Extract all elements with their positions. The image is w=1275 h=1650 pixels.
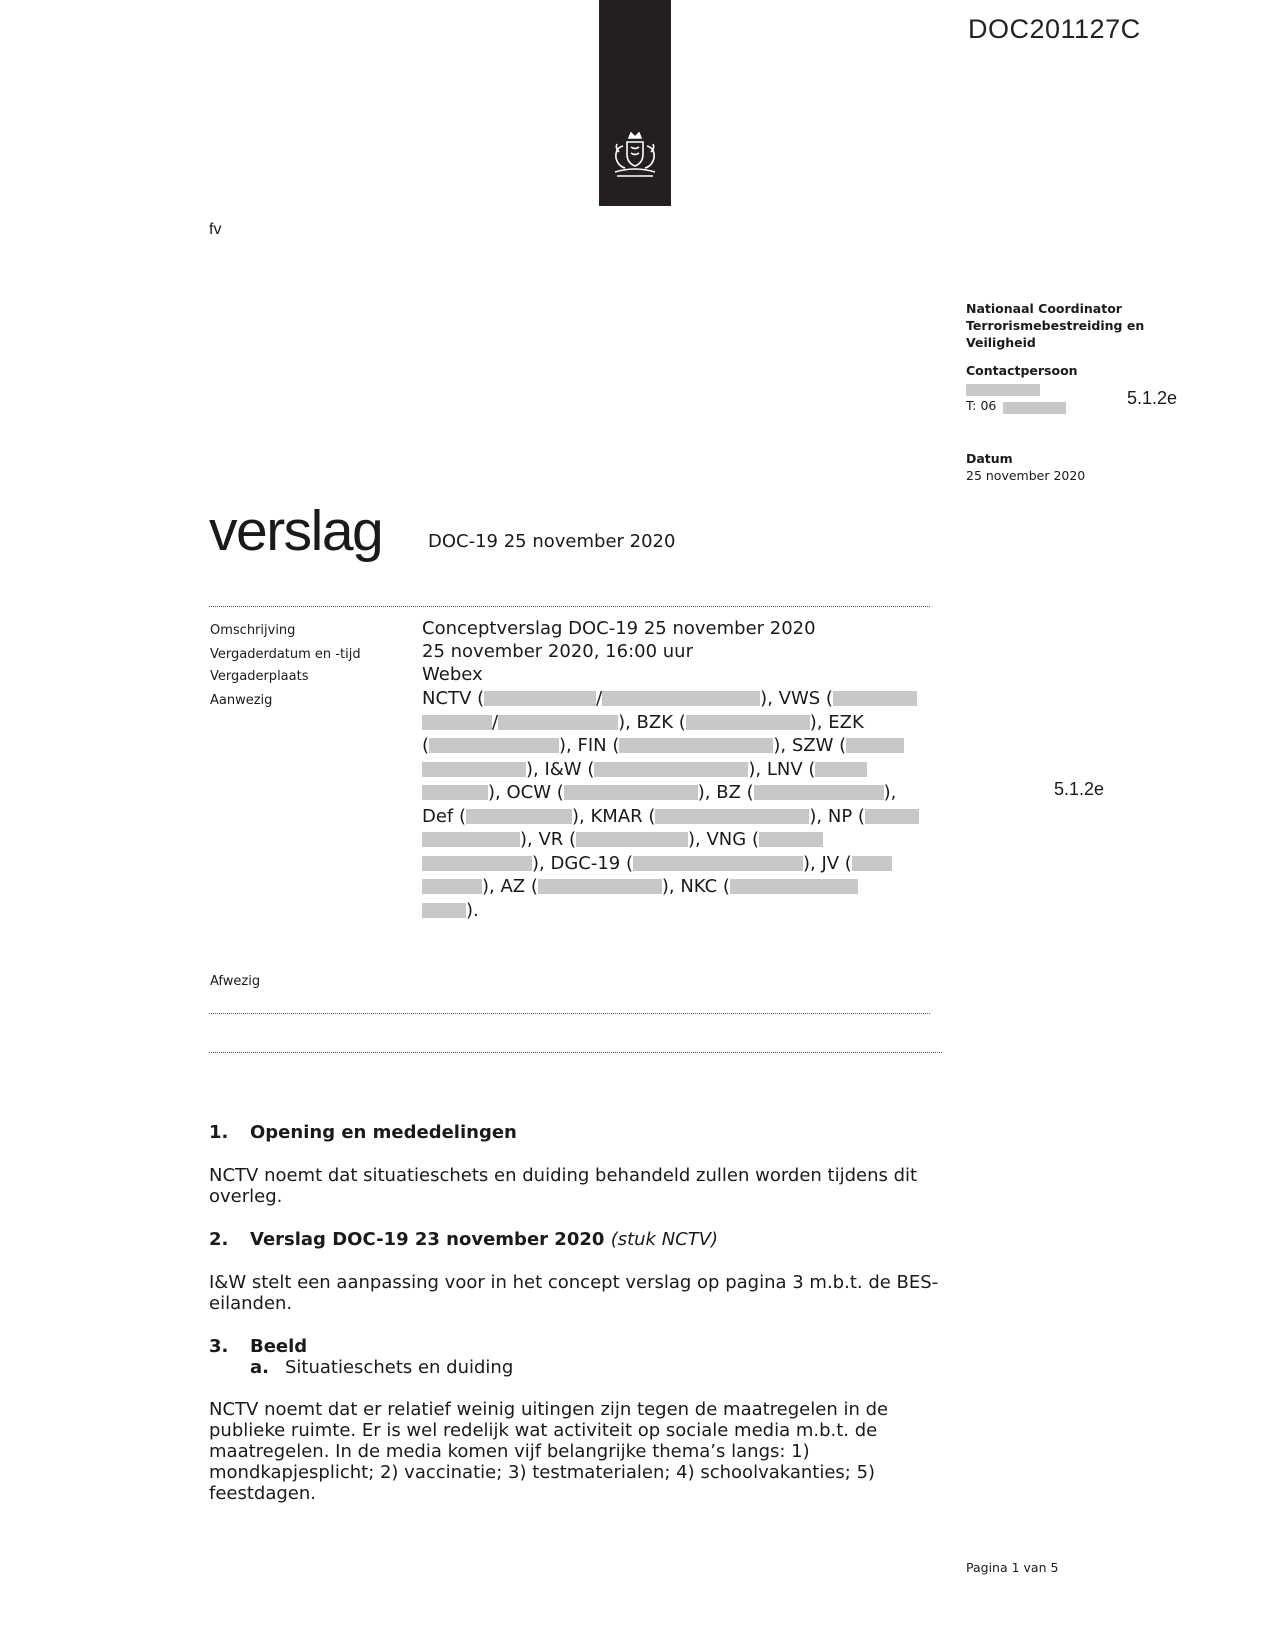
organisation-line: Terrorismebestreiding en bbox=[966, 318, 1145, 333]
redaction bbox=[754, 785, 884, 800]
meeting-place-label: Vergaderplaats bbox=[210, 669, 309, 684]
document-subtitle: DOC-19 25 november 2020 bbox=[428, 531, 676, 552]
attendee-text: ), bbox=[883, 782, 897, 803]
omschrijving-value: Conceptverslag DOC-19 25 november 2020 bbox=[422, 618, 816, 639]
attendee-text: ), EZK bbox=[809, 711, 864, 733]
absent-label: Afwezig bbox=[210, 974, 261, 989]
redaction bbox=[815, 762, 867, 777]
section-heading bbox=[209, 1229, 718, 1250]
redaction bbox=[429, 738, 559, 753]
section-number: 3. bbox=[209, 1336, 229, 1357]
attendee-text: / bbox=[596, 688, 603, 709]
attendee-text: / bbox=[492, 711, 499, 733]
attendee-text: Def ( bbox=[422, 805, 467, 827]
attendee-text: ), AZ ( bbox=[482, 876, 538, 897]
redaction bbox=[422, 762, 526, 777]
redaction bbox=[538, 879, 662, 894]
attendee-text: ), I&W ( bbox=[526, 758, 595, 780]
attendee-text: ). bbox=[466, 899, 479, 921]
redaction bbox=[422, 879, 482, 894]
section-number: 1. bbox=[209, 1122, 229, 1143]
redaction bbox=[833, 691, 917, 706]
document-type-title: verslag bbox=[209, 499, 383, 563]
attendee-text: ), BZ ( bbox=[697, 782, 754, 803]
redaction bbox=[655, 809, 809, 824]
attendee-list bbox=[422, 687, 942, 922]
redaction bbox=[564, 785, 698, 800]
redaction bbox=[594, 762, 748, 777]
meeting-date-label: Vergaderdatum en -tijd bbox=[210, 647, 361, 662]
subsection-title: Situatieschets en duiding bbox=[285, 1357, 514, 1378]
initials: fv bbox=[209, 221, 222, 238]
section-paragraph: NCTV noemt dat er relatief weinig uitingen zijn tegen de maatregelen in de publieke ruimte. Er is wel redelijk wat activiteit op sociale media m.b.t. de maatregelen. In de media komen vijf belangrijke thema’s langs: 1) mondkapjesplicht; 2) vaccinatie; 3) testmaterialen; 4) schoolvakanties; 5) feestdagen. bbox=[209, 1399, 889, 1504]
document-code: DOC201127C bbox=[968, 14, 1141, 44]
redaction bbox=[619, 738, 773, 753]
redaction bbox=[846, 738, 904, 753]
section-title: Verslag DOC-19 23 november 2020 bbox=[250, 1229, 605, 1250]
coat-of-arms-icon bbox=[605, 130, 665, 190]
redaction-code: 5.1.2e bbox=[1054, 779, 1105, 799]
date-label: Datum bbox=[966, 451, 1013, 466]
redaction bbox=[498, 715, 618, 730]
redaction-code: 5.1.2e bbox=[1127, 388, 1178, 408]
attendee-text: ), KMAR ( bbox=[572, 805, 656, 827]
redaction bbox=[422, 715, 492, 730]
section-title: Beeld bbox=[250, 1336, 308, 1357]
redaction bbox=[466, 809, 572, 824]
divider bbox=[209, 606, 930, 607]
contact-label: Contactpersoon bbox=[966, 363, 1078, 378]
organisation-line: Nationaal Coordinator bbox=[966, 301, 1122, 316]
redaction bbox=[759, 832, 823, 847]
omschrijving-label: Omschrijving bbox=[210, 623, 296, 638]
redaction bbox=[484, 691, 596, 706]
meeting-date-value: 25 november 2020, 16:00 uur bbox=[422, 641, 693, 662]
date-value: 25 november 2020 bbox=[966, 468, 1086, 483]
page-number: Pagina 1 van 5 bbox=[966, 1560, 1059, 1575]
attendee-text: ), VR ( bbox=[520, 829, 577, 850]
attendee-text: ( bbox=[422, 735, 430, 756]
redacted-phone bbox=[1003, 402, 1066, 414]
section-source-tag: (stuk NCTV) bbox=[610, 1229, 719, 1250]
divider bbox=[209, 1052, 942, 1053]
redaction bbox=[576, 832, 688, 847]
redaction bbox=[686, 715, 810, 730]
section-title: Opening en mededelingen bbox=[250, 1122, 517, 1143]
redaction bbox=[852, 856, 892, 871]
redacted-contact-name bbox=[966, 384, 1040, 396]
redaction bbox=[633, 856, 803, 871]
attendee-text: ), NP ( bbox=[809, 805, 865, 827]
attendee-text: ), SZW ( bbox=[773, 735, 847, 756]
meeting-place-value: Webex bbox=[422, 664, 483, 685]
attendee-text: ), VNG ( bbox=[688, 829, 759, 850]
redaction bbox=[422, 856, 532, 871]
attendee-text: ), NKC ( bbox=[661, 876, 730, 897]
attendee-text: ), FIN ( bbox=[559, 735, 620, 756]
redaction bbox=[602, 691, 760, 706]
subsection-number: a. bbox=[250, 1357, 269, 1378]
subsection-heading bbox=[250, 1357, 513, 1378]
section-paragraph: I&W stelt een aanpassing voor in het concept verslag op pagina 3 m.b.t. de BES-eilanden. bbox=[209, 1272, 939, 1314]
contact-phone: T: 06 bbox=[966, 398, 997, 413]
section-heading bbox=[209, 1336, 307, 1357]
divider bbox=[209, 1013, 930, 1014]
government-logo-bar bbox=[599, 0, 671, 206]
attendee-text: ), LNV ( bbox=[748, 758, 816, 780]
redaction bbox=[422, 785, 488, 800]
redaction bbox=[865, 809, 919, 824]
section-heading bbox=[209, 1122, 517, 1143]
attendee-text: ), JV ( bbox=[803, 852, 852, 874]
organisation-line: Veiligheid bbox=[966, 335, 1036, 350]
present-label: Aanwezig bbox=[210, 693, 273, 708]
attendee-text: NCTV ( bbox=[422, 688, 485, 709]
redaction bbox=[422, 832, 520, 847]
attendee-text: ), DGC-19 ( bbox=[532, 852, 633, 874]
attendee-text: ), BZK ( bbox=[618, 711, 686, 733]
redaction bbox=[730, 879, 858, 894]
attendee-text: ), OCW ( bbox=[488, 782, 564, 803]
redaction bbox=[422, 903, 466, 918]
section-number: 2. bbox=[209, 1229, 229, 1250]
section-paragraph: NCTV noemt dat situatieschets en duiding behandeld zullen worden tijdens dit overleg. bbox=[209, 1165, 918, 1207]
organisation-name bbox=[966, 300, 1144, 351]
attendee-text: ), VWS ( bbox=[760, 688, 833, 709]
